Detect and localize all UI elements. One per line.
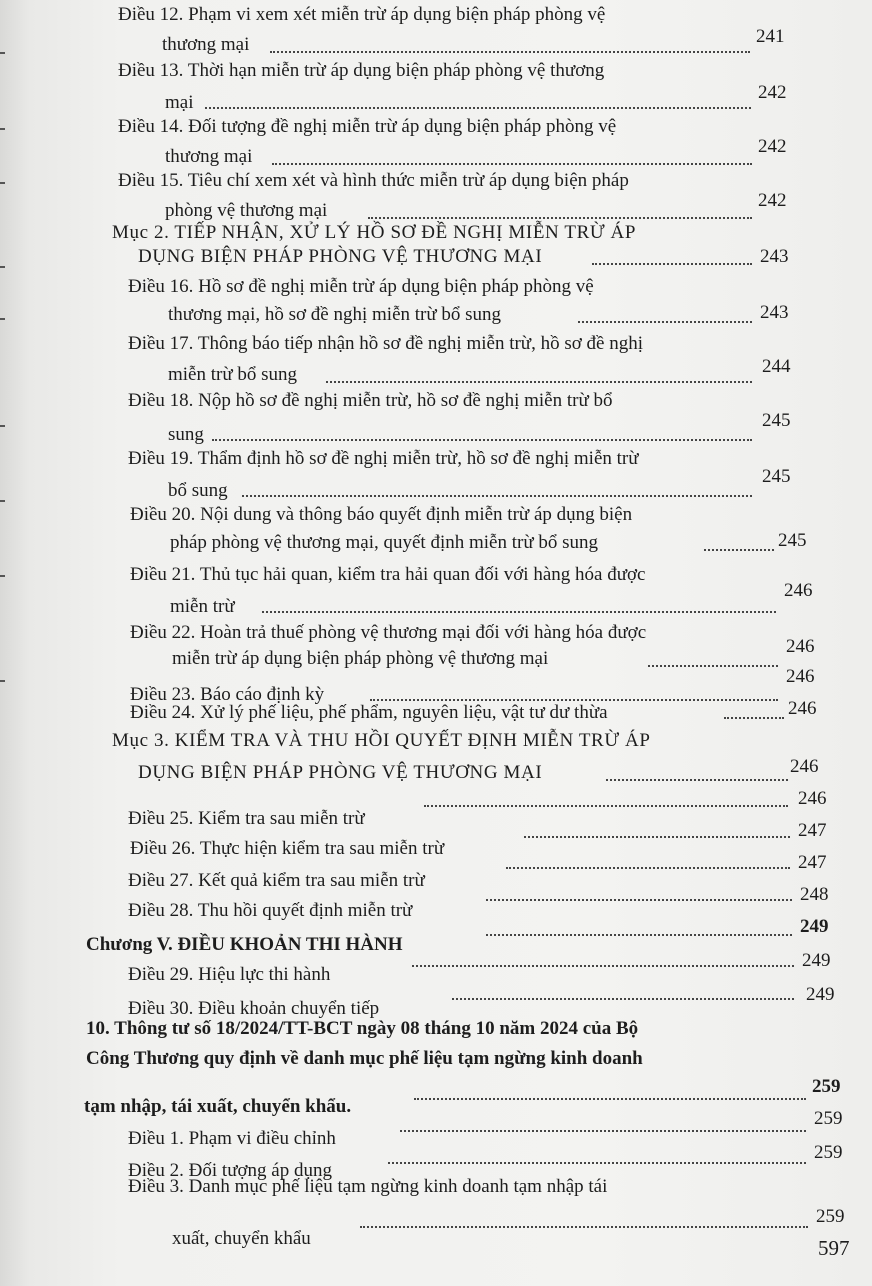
dot-leader — [424, 805, 788, 807]
toc-entry-title-cont: xuất, chuyển khẩu — [172, 1228, 311, 1249]
toc-page-number: 245 — [762, 466, 791, 487]
dot-leader — [486, 899, 792, 901]
toc-entry-title-cont: miễn trừ áp dụng biện pháp phòng vệ thương mại — [172, 648, 549, 669]
toc-entry-title-cont: thương mại — [165, 146, 253, 167]
toc-chapter-title: Chương V. ĐIỀU KHOẢN THI HÀNH — [86, 934, 403, 955]
toc-entry-title: Điều 18. Nộp hồ sơ đề nghị miễn trừ, hồ sơ đề nghị miễn trừ bổ — [128, 390, 613, 411]
toc-entry-title: Điều 21. Thủ tục hải quan, kiểm tra hải quan đối với hàng hóa được — [130, 564, 646, 585]
toc-page-number: 247 — [798, 820, 827, 841]
toc-entry-title: Điều 16. Hồ sơ đề nghị miễn trừ áp dụng biện pháp phòng vệ — [128, 276, 594, 297]
toc-page-number: 243 — [760, 302, 789, 323]
toc-entry-title-cont: thương mại, hồ sơ đề nghị miễn trừ bổ sung — [168, 304, 502, 325]
toc-entry-title: Điều 27. Kết quả kiểm tra sau miễn trừ — [128, 870, 425, 891]
dot-leader — [724, 717, 784, 719]
toc-page-number: 248 — [800, 884, 829, 905]
toc-entry-title: Điều 24. Xử lý phế liệu, phế phẩm, nguyên liệu, vật tư dư thừa — [130, 702, 608, 723]
toc-page-number: 246 — [790, 756, 819, 777]
toc-page-number: 249 — [806, 984, 835, 1005]
toc-entry-title: Điều 15. Tiêu chí xem xét và hình thức miễn trừ áp dụng biện pháp — [118, 170, 629, 191]
toc-page-number: 246 — [786, 666, 815, 687]
toc-page-number: 245 — [778, 530, 807, 551]
dot-leader — [262, 611, 776, 613]
dot-leader — [400, 1130, 806, 1132]
toc-page-number: 245 — [762, 410, 791, 431]
dot-leader — [205, 107, 751, 109]
toc-entry-title-cont: thương mại — [162, 34, 250, 55]
dot-leader — [242, 495, 752, 497]
toc-page-number: 246 — [788, 698, 817, 719]
toc-page-number: 244 — [762, 356, 791, 377]
toc-page-number: 243 — [760, 246, 789, 267]
toc-entry-title: Điều 2. Đối tượng áp dụng — [128, 1160, 332, 1181]
dot-leader — [648, 665, 778, 667]
toc-entry-title: Điều 28. Thu hồi quyết định miễn trừ — [128, 900, 413, 921]
gutter-mark — [0, 266, 5, 268]
toc-entry-title: Điều 1. Phạm vi điều chỉnh — [128, 1128, 336, 1149]
dot-leader — [212, 439, 752, 441]
dot-leader — [272, 163, 752, 165]
dot-leader — [452, 998, 794, 1000]
toc-page-number: 242 — [758, 136, 787, 157]
toc-page-number: 241 — [756, 26, 785, 47]
toc-section-title-cont: DỤNG BIỆN PHÁP PHÒNG VỆ THƯƠNG MẠI — [138, 762, 543, 783]
dot-leader — [388, 1162, 806, 1164]
gutter-mark — [0, 425, 5, 427]
dot-leader — [592, 263, 752, 265]
toc-entry-title: Điều 23. Báo cáo định kỳ — [130, 684, 325, 705]
gutter-mark — [0, 182, 5, 184]
dot-leader — [270, 51, 750, 53]
page-number: 597 — [818, 1236, 850, 1260]
toc-entry-title-cont: miễn trừ — [170, 596, 235, 617]
toc-document-title-cont: Công Thương quy định về danh mục phế liệu tạm ngừng kinh doanh — [86, 1048, 643, 1069]
toc-entry-title: Điều 30. Điều khoản chuyển tiếp — [128, 998, 380, 1019]
toc-page-number: 242 — [758, 190, 787, 211]
gutter-mark — [0, 575, 5, 577]
gutter-mark — [0, 500, 5, 502]
gutter-mark — [0, 128, 5, 130]
toc-entry-title: Điều 19. Thẩm định hồ sơ đề nghị miễn trừ, hồ sơ đề nghị miễn trừ — [128, 448, 639, 469]
toc-entry-title: Điều 20. Nội dung và thông báo quyết định miễn trừ áp dụng biện — [130, 504, 633, 525]
toc-page-number: 259 — [812, 1076, 841, 1097]
toc-document-title-cont: tạm nhập, tái xuất, chuyển khẩu. — [84, 1096, 352, 1117]
toc-page-number: 259 — [816, 1206, 845, 1227]
toc-page-number: 247 — [798, 852, 827, 873]
toc-entry-title-cont: bổ sung — [168, 480, 228, 501]
dot-leader — [370, 699, 778, 701]
toc-entry-title-cont: phòng vệ thương mại — [165, 200, 328, 221]
toc-page-number: 246 — [786, 636, 815, 657]
toc-entry-title-cont: pháp phòng vệ thương mại, quyết định miễn trừ bổ sung — [170, 532, 599, 553]
toc-entry-title-cont: sung — [168, 424, 204, 445]
dot-leader — [578, 321, 752, 323]
toc-entry-title-cont: mại — [165, 92, 194, 113]
dot-leader — [524, 836, 790, 838]
toc-entry-title: Điều 17. Thông báo tiếp nhận hồ sơ đề nghị miễn trừ, hồ sơ đề nghị — [128, 333, 644, 354]
toc-page-number: 246 — [798, 788, 827, 809]
toc-section-title: Mục 2. TIẾP NHẬN, XỬ LÝ HỒ SƠ ĐỀ NGHỊ MIỄN TRỪ ÁP — [112, 222, 637, 243]
dot-leader — [704, 549, 774, 551]
dot-leader — [368, 217, 752, 219]
dot-leader — [414, 1098, 806, 1100]
toc-entry-title: Điều 22. Hoàn trả thuế phòng vệ thương mại đối với hàng hóa được — [130, 622, 647, 643]
dot-leader — [606, 779, 788, 781]
toc-section-title: Mục 3. KIỂM TRA VÀ THU HỒI QUYẾT ĐỊNH MIỄN TRỪ ÁP — [112, 730, 651, 751]
gutter-mark — [0, 680, 5, 682]
toc-page-number: 246 — [784, 580, 813, 601]
toc-section-title-cont: DỤNG BIỆN PHÁP PHÒNG VỆ THƯƠNG MẠI — [138, 246, 543, 267]
toc-entry-title: Điều 29. Hiệu lực thi hành — [128, 964, 331, 985]
toc-entry-title-cont: miễn trừ bổ sung — [168, 364, 298, 385]
toc-document-title: 10. Thông tư số 18/2024/TT-BCT ngày 08 tháng 10 năm 2024 của Bộ — [86, 1018, 639, 1039]
dot-leader — [360, 1226, 808, 1228]
toc-page-number: 249 — [802, 950, 831, 971]
toc-entry-title: Điều 12. Phạm vi xem xét miễn trừ áp dụng biện pháp phòng vệ — [118, 4, 606, 25]
toc-entry-title: Điều 26. Thực hiện kiểm tra sau miễn trừ — [130, 838, 445, 859]
gutter-mark — [0, 52, 5, 54]
toc-entry-title: Điều 25. Kiểm tra sau miễn trừ — [128, 808, 365, 829]
dot-leader — [506, 867, 790, 869]
toc-entry-title: Điều 13. Thời hạn miễn trừ áp dụng biện pháp phòng vệ thương — [118, 60, 605, 81]
toc-entry-title: Điều 3. Danh mục phế liệu tạm ngừng kinh doanh tạm nhập tái — [128, 1176, 608, 1197]
toc-page-number: 259 — [814, 1142, 843, 1163]
toc-page-number: 242 — [758, 82, 787, 103]
dot-leader — [486, 934, 792, 936]
dot-leader — [326, 381, 752, 383]
toc-page-number: 259 — [814, 1108, 843, 1129]
toc-entry-title: Điều 14. Đối tượng đề nghị miễn trừ áp dụng biện pháp phòng vệ — [118, 116, 617, 137]
gutter-mark — [0, 318, 5, 320]
dot-leader — [412, 965, 794, 967]
toc-page-number: 249 — [800, 916, 829, 937]
